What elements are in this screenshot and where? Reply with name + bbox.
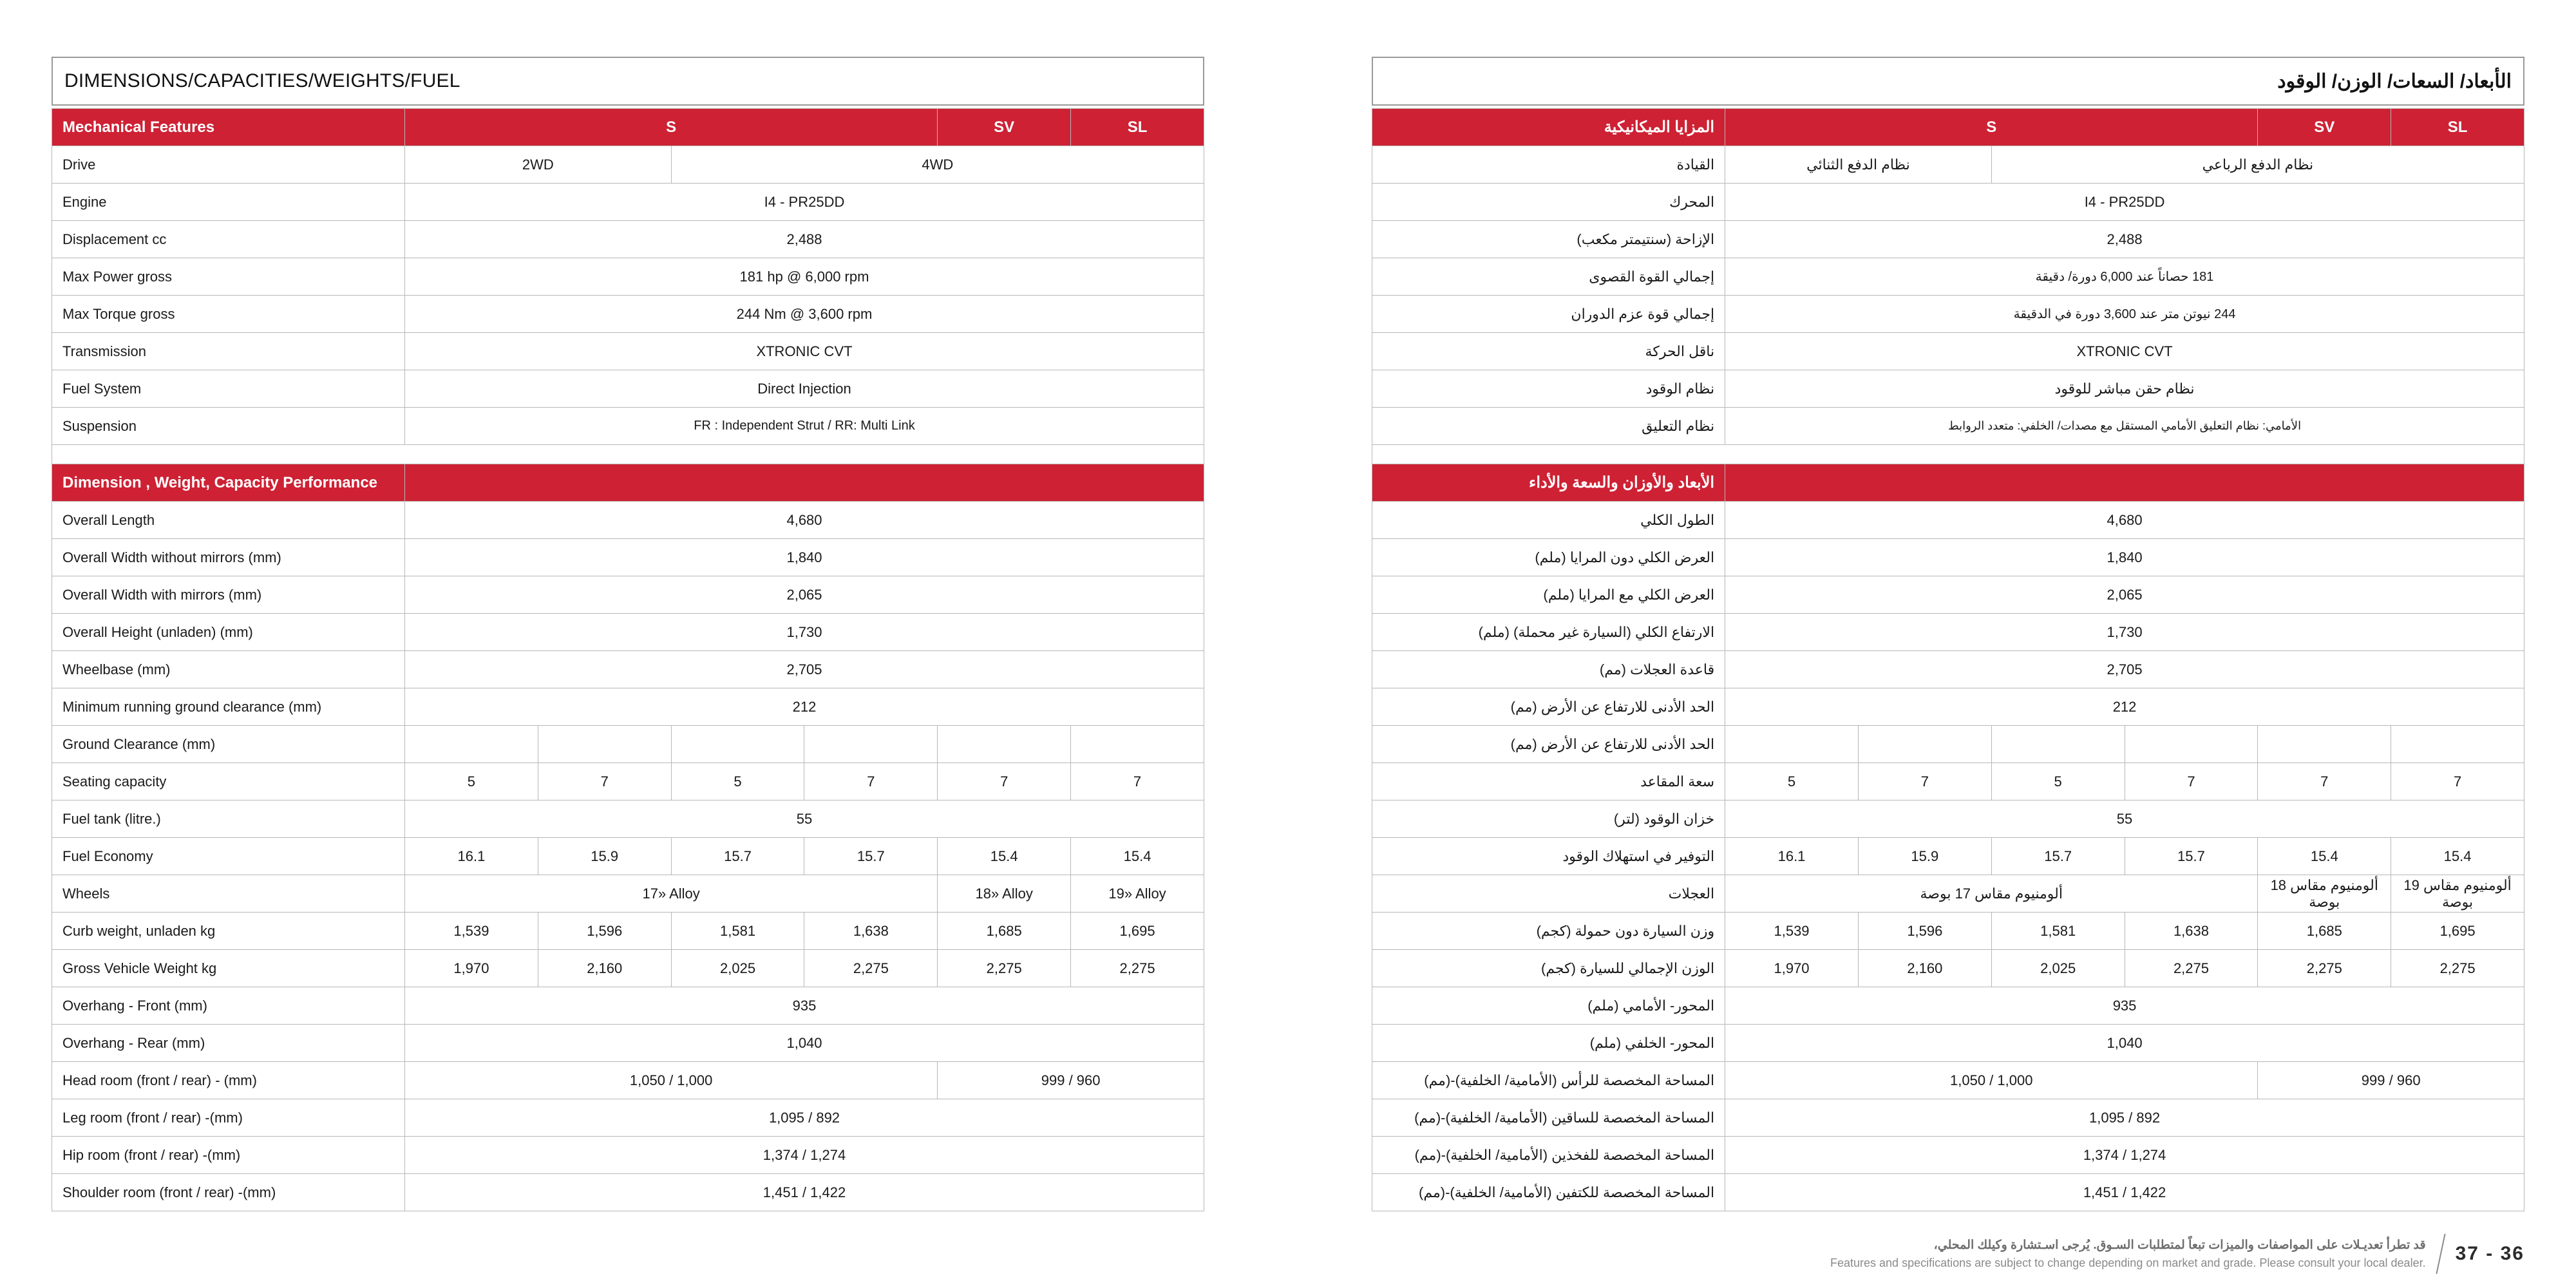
row-label: Overall Length	[52, 502, 405, 539]
row-value	[2258, 726, 2391, 763]
row-label: Hip room (front / rear) -(mm)	[52, 1137, 405, 1174]
table-row	[52, 1137, 1204, 1174]
table-row	[52, 539, 1204, 576]
table-row	[52, 800, 1204, 838]
table-row	[52, 913, 1204, 950]
row-value: 1,581	[1991, 913, 2125, 950]
row-label: المساحة المخصصة للكتفين (الأمامية/ الخلفية)-(مم)	[1372, 1174, 1725, 1211]
page-title-en: DIMENSIONS/CAPACITIES/WEIGHTS/FUEL	[64, 70, 460, 91]
table-row	[1372, 576, 2524, 614]
footer-disclaimer	[1830, 1238, 2426, 1270]
row-value: 1,596	[1858, 913, 1991, 950]
row-value: 1,730	[405, 614, 1204, 651]
row-value: 1,050 / 1,000	[405, 1062, 938, 1099]
row-value: 55	[1725, 800, 2524, 838]
row-value: 17» Alloy	[405, 875, 938, 913]
section-spacer-cell	[1372, 445, 2524, 464]
row-value: 7	[2391, 763, 2524, 800]
row-value: 15.9	[1858, 838, 1991, 875]
row-label: المحور- الخلفي (ملم)	[1372, 1025, 1725, 1062]
row-value: 1,539	[1725, 913, 1859, 950]
row-label: الطول الكلي	[1372, 502, 1725, 539]
section-header-label: Mechanical Features	[52, 109, 405, 146]
grade-column-sl: SL	[1071, 109, 1204, 146]
row-value: 181 حصاناً عند 6,000 دورة/ دقيقة	[1725, 258, 2524, 296]
row-value: ألومنيوم مقاس 17 بوصة	[1725, 875, 2258, 913]
section-header-label: Dimension , Weight, Capacity Performance	[52, 464, 405, 502]
row-value: 2,160	[538, 950, 671, 987]
row-label: Displacement cc	[52, 221, 405, 258]
row-label: Minimum running ground clearance (mm)	[52, 688, 405, 726]
row-value: 1,274 / 1,374	[1725, 1137, 2524, 1174]
table-row	[52, 296, 1204, 333]
row-value: XTRONIC CVT	[1725, 333, 2524, 370]
row-value: 1,970	[405, 950, 538, 987]
row-value: 2WD	[405, 146, 672, 184]
table-row	[52, 146, 1204, 184]
english-spec-table	[52, 108, 1204, 1211]
table-row	[52, 408, 1204, 445]
row-value: 1,638	[2125, 913, 2258, 950]
row-value: 960 / 999	[2258, 1062, 2524, 1099]
row-value: 1,840	[405, 539, 1204, 576]
arabic-panel	[1288, 0, 2576, 1288]
row-value	[938, 726, 1071, 763]
table-row	[1372, 763, 2524, 800]
row-value: 2,065	[405, 576, 1204, 614]
row-label: التوفير في استهلاك الوقود	[1372, 838, 1725, 875]
row-label: Transmission	[52, 333, 405, 370]
table-row	[1372, 1062, 2524, 1099]
row-value: ألومنيوم مقاس 19 بوصة	[2391, 875, 2524, 913]
row-value: 1,451 / 1,422	[405, 1174, 1204, 1211]
row-label: وزن السيارة دون حمولة (كجم)	[1372, 913, 1725, 950]
row-label: Leg room (front / rear) -(mm)	[52, 1099, 405, 1137]
table-row	[52, 1025, 1204, 1062]
row-label: الارتفاع الكلي (السيارة غير محملة) (ملم)	[1372, 614, 1725, 651]
table-row	[1372, 333, 2524, 370]
row-value: 2,160	[1858, 950, 1991, 987]
row-value: 1,638	[804, 913, 938, 950]
row-label: نظام التعليق	[1372, 408, 1725, 445]
row-value: 2,275	[804, 950, 938, 987]
row-label: العرض الكلي دون المرايا (ملم)	[1372, 539, 1725, 576]
row-value: 15.7	[671, 838, 804, 875]
table-row	[1372, 651, 2524, 688]
row-label: Max Power gross	[52, 258, 405, 296]
row-value: 7	[938, 763, 1071, 800]
row-value	[405, 726, 538, 763]
table-row	[52, 726, 1204, 763]
row-value: I4 - PR25DD	[405, 184, 1204, 221]
row-value: 15.4	[2258, 838, 2391, 875]
table-row	[52, 614, 1204, 651]
row-value: Direct Injection	[405, 370, 1204, 408]
row-value: 4WD	[671, 146, 1204, 184]
table-row	[1372, 258, 2524, 296]
row-value: 5	[405, 763, 538, 800]
row-value: 15.7	[1991, 838, 2125, 875]
row-value: 1,539	[405, 913, 538, 950]
row-label: ناقل الحركة	[1372, 333, 1725, 370]
row-label: Wheels	[52, 875, 405, 913]
table-row	[1372, 875, 2524, 913]
table-row	[1372, 146, 2524, 184]
footer-disclaimer-en: Features and specifications are subject to change depending on market and grade. Please consult your local dealer.	[1830, 1256, 2426, 1269]
section-header-row	[52, 464, 1204, 502]
row-label: القيادة	[1372, 146, 1725, 184]
row-label: الإزاحة (سنتيمتر مكعب)	[1372, 221, 1725, 258]
section-spacer-cell	[52, 445, 1204, 464]
row-label: Drive	[52, 146, 405, 184]
table-row	[1372, 614, 2524, 651]
table-row	[1372, 502, 2524, 539]
row-label: المحور- الأمامي (ملم)	[1372, 987, 1725, 1025]
row-label: المحرك	[1372, 184, 1725, 221]
row-value: 1,840	[1725, 539, 2524, 576]
grade-header-row	[1372, 109, 2524, 146]
table-row	[1372, 726, 2524, 763]
page-footer	[1830, 1234, 2524, 1274]
row-value: 212	[1725, 688, 2524, 726]
row-value: ألومنيوم مقاس 18 بوصة	[2258, 875, 2391, 913]
english-title-box	[52, 57, 1204, 106]
row-value: 244 نيوتن متر عند 3,600 دورة في الدقيقة	[1725, 296, 2524, 333]
row-label: الوزن الإجمالي للسيارة (كجم)	[1372, 950, 1725, 987]
row-label: إجمالي قوة عزم الدوران	[1372, 296, 1725, 333]
row-label: Overall Width without mirrors (mm)	[52, 539, 405, 576]
table-row	[52, 651, 1204, 688]
row-value: 7	[1858, 763, 1991, 800]
table-row	[52, 987, 1204, 1025]
table-row	[1372, 688, 2524, 726]
table-row	[1372, 370, 2524, 408]
row-label: إجمالي القوة القصوى	[1372, 258, 1725, 296]
row-label: Overhang - Rear (mm)	[52, 1025, 405, 1062]
row-value: 5	[671, 763, 804, 800]
row-value: 7	[2125, 763, 2258, 800]
row-value: 1,374 / 1,274	[405, 1137, 1204, 1174]
table-row	[52, 1062, 1204, 1099]
table-row	[1372, 539, 2524, 576]
section-header-label: المزايا الميكانيكية	[1372, 109, 1725, 146]
row-value: 7	[804, 763, 938, 800]
table-row	[52, 221, 1204, 258]
row-label: Seating capacity	[52, 763, 405, 800]
row-value: 18» Alloy	[938, 875, 1071, 913]
table-row	[1372, 1137, 2524, 1174]
row-label: Overhang - Front (mm)	[52, 987, 405, 1025]
row-value: 16.1	[1725, 838, 1859, 875]
row-label: Head room (front / rear) - (mm)	[52, 1062, 405, 1099]
row-value	[1991, 726, 2125, 763]
table-row	[52, 1099, 1204, 1137]
row-value: 2,275	[1071, 950, 1204, 987]
table-row	[52, 576, 1204, 614]
row-value: 1,422 / 1,451	[1725, 1174, 2524, 1211]
table-row	[52, 838, 1204, 875]
row-label: Max Torque gross	[52, 296, 405, 333]
row-value: 2,275	[2125, 950, 2258, 987]
row-value: 1,040	[405, 1025, 1204, 1062]
row-value: 1,730	[1725, 614, 2524, 651]
row-value: 2,275	[2258, 950, 2391, 987]
table-row	[1372, 1099, 2524, 1137]
row-value: 15.4	[2391, 838, 2524, 875]
row-value: 5	[1991, 763, 2125, 800]
row-value: 212	[405, 688, 1204, 726]
table-row	[52, 258, 1204, 296]
row-value	[2391, 726, 2524, 763]
row-value: 2,065	[1725, 576, 2524, 614]
row-value: 1,095 / 892	[405, 1099, 1204, 1137]
table-row	[1372, 950, 2524, 987]
row-value: 2,705	[405, 651, 1204, 688]
arabic-spec-table	[1372, 108, 2524, 1211]
page-number: 37 - 36	[2455, 1243, 2524, 1264]
grade-header-row	[52, 109, 1204, 146]
table-row	[1372, 913, 2524, 950]
table-row	[1372, 408, 2524, 445]
row-label: سعة المقاعد	[1372, 763, 1725, 800]
row-value: 935	[405, 987, 1204, 1025]
row-value: 16.1	[405, 838, 538, 875]
table-row	[52, 370, 1204, 408]
row-label: نظام الوقود	[1372, 370, 1725, 408]
row-label: Ground Clearance (mm)	[52, 726, 405, 763]
row-value: 935	[1725, 987, 2524, 1025]
grade-column-sv: SV	[2258, 109, 2391, 146]
row-label: Shoulder room (front / rear) -(mm)	[52, 1174, 405, 1211]
table-row	[52, 875, 1204, 913]
row-label: Overall Width with mirrors (mm)	[52, 576, 405, 614]
row-label: Wheelbase (mm)	[52, 651, 405, 688]
row-value: XTRONIC CVT	[405, 333, 1204, 370]
row-value: 2,275	[938, 950, 1071, 987]
row-value: 2,275	[2391, 950, 2524, 987]
page-title-ar: الأبعاد/ السعات/ الوزن/ الوقود	[2277, 70, 2512, 92]
row-label: Fuel tank (litre.)	[52, 800, 405, 838]
row-label: Gross Vehicle Weight kg	[52, 950, 405, 987]
row-label: الحد الأدنى للارتفاع عن الأرض (مم)	[1372, 688, 1725, 726]
row-label: Suspension	[52, 408, 405, 445]
row-value	[804, 726, 938, 763]
row-label: الحد الأدنى للارتفاع عن الأرض (مم)	[1372, 726, 1725, 763]
table-row	[1372, 800, 2524, 838]
row-value	[538, 726, 671, 763]
table-row	[1372, 296, 2524, 333]
row-value: 15.7	[2125, 838, 2258, 875]
table-row	[1372, 221, 2524, 258]
grade-column-s: S	[405, 109, 938, 146]
row-value: I4 - PR25DD	[1725, 184, 2524, 221]
row-value: 1,000 / 1,050	[1725, 1062, 2258, 1099]
row-label: المساحة المخصصة للساقين (الأمامية/ الخلفية)-(مم)	[1372, 1099, 1725, 1137]
table-row	[52, 333, 1204, 370]
row-value: 892 / 1,095	[1725, 1099, 2524, 1137]
section-header-filler	[405, 464, 1204, 502]
table-row	[52, 1174, 1204, 1211]
row-value: نظام حقن مباشر للوقود	[1725, 370, 2524, 408]
row-value	[1725, 726, 1859, 763]
section-spacer	[52, 445, 1204, 464]
arabic-title-box	[1372, 57, 2524, 106]
row-label: Engine	[52, 184, 405, 221]
row-value: 1,040	[1725, 1025, 2524, 1062]
row-label: Fuel Economy	[52, 838, 405, 875]
row-value: 1,581	[671, 913, 804, 950]
grade-column-sv: SV	[938, 109, 1071, 146]
row-value: 55	[405, 800, 1204, 838]
row-value: FR : Independent Strut / RR: Multi Link	[405, 408, 1204, 445]
row-value: 15.4	[1071, 838, 1204, 875]
row-value: 5	[1725, 763, 1859, 800]
row-value	[671, 726, 804, 763]
row-label: Overall Height (unladen) (mm)	[52, 614, 405, 651]
section-spacer	[1372, 445, 2524, 464]
row-label: العرض الكلي مع المرايا (ملم)	[1372, 576, 1725, 614]
row-label: العجلات	[1372, 875, 1725, 913]
table-row	[52, 950, 1204, 987]
row-value: 15.9	[538, 838, 671, 875]
grade-column-sl: SL	[2391, 109, 2524, 146]
row-value: نظام الدفع الرباعي	[1991, 146, 2524, 184]
row-value: 181 hp @ 6,000 rpm	[405, 258, 1204, 296]
footer-disclaimer-ar: قد تطرأ تعديـلات على المواصفات والميزات تبعاً لمتطلبات السـوق. يُرجى اسـتشارة وكيلك المحلي،	[1933, 1238, 2426, 1252]
table-row	[1372, 1025, 2524, 1062]
row-label: Fuel System	[52, 370, 405, 408]
row-value: 2,025	[1991, 950, 2125, 987]
table-row	[52, 763, 1204, 800]
row-value: 1,970	[1725, 950, 1859, 987]
row-value	[1858, 726, 1991, 763]
table-row	[52, 502, 1204, 539]
row-value: 2,488	[405, 221, 1204, 258]
row-label: قاعدة العجلات (مم)	[1372, 651, 1725, 688]
grade-column-s: S	[1725, 109, 2258, 146]
row-value: 7	[2258, 763, 2391, 800]
row-label: خزان الوقود (لتر)	[1372, 800, 1725, 838]
section-header-filler	[1725, 464, 2524, 502]
table-row	[52, 688, 1204, 726]
row-value: 1,685	[2258, 913, 2391, 950]
table-row	[1372, 1174, 2524, 1211]
footer-divider	[2436, 1234, 2445, 1274]
row-value: 2,488	[1725, 221, 2524, 258]
row-value: 244 Nm @ 3,600 rpm	[405, 296, 1204, 333]
row-value: الأمامي: نظام التعليق الأمامي المستقل مع مصدات/ الخلفي: متعدد الروابط	[1725, 408, 2524, 445]
table-row	[1372, 838, 2524, 875]
row-value: نظام الدفع الثنائي	[1725, 146, 1992, 184]
row-value: 1,685	[938, 913, 1071, 950]
row-value: 1,695	[2391, 913, 2524, 950]
row-value: 999 / 960	[938, 1062, 1204, 1099]
row-value: 1,596	[538, 913, 671, 950]
row-value	[2125, 726, 2258, 763]
table-row	[1372, 184, 2524, 221]
row-value: 15.7	[804, 838, 938, 875]
row-value: 7	[1071, 763, 1204, 800]
row-label: المساحة المخصصة للرأس (الأمامية/ الخلفية)-(مم)	[1372, 1062, 1725, 1099]
row-value: 19» Alloy	[1071, 875, 1204, 913]
row-value: 1,695	[1071, 913, 1204, 950]
row-label: المساحة المخصصة للفخذين (الأمامية/ الخلفية)-(مم)	[1372, 1137, 1725, 1174]
row-value	[1071, 726, 1204, 763]
row-label: Curb weight, unladen kg	[52, 913, 405, 950]
row-value: 4,680	[405, 502, 1204, 539]
table-row	[1372, 987, 2524, 1025]
row-value: 2,705	[1725, 651, 2524, 688]
table-row	[52, 184, 1204, 221]
row-value: 15.4	[938, 838, 1071, 875]
row-value: 2,025	[671, 950, 804, 987]
section-header-label: الأبعاد والأوزان والسعة والأداء	[1372, 464, 1725, 502]
row-value: 4,680	[1725, 502, 2524, 539]
row-value: 7	[538, 763, 671, 800]
section-header-row	[1372, 464, 2524, 502]
